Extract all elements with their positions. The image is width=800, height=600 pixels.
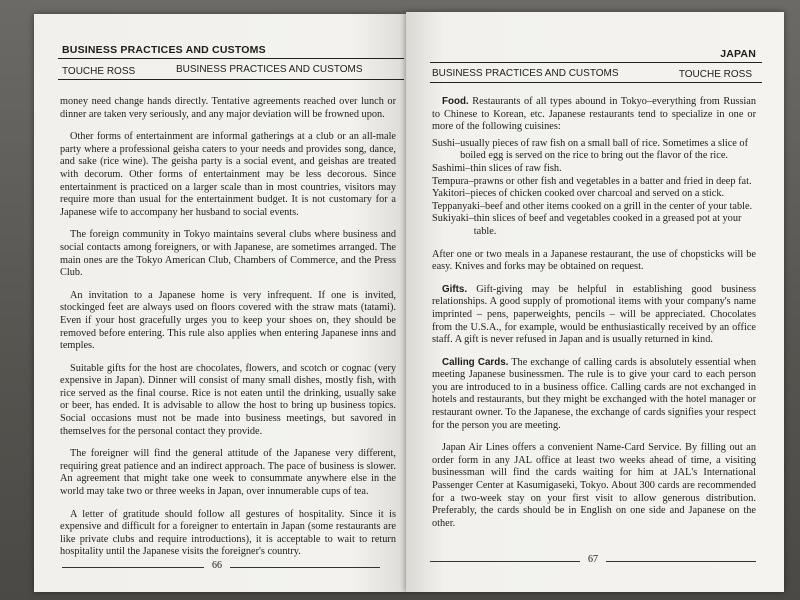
footer-rule-right-b xyxy=(606,561,756,562)
cuisine-desc: pieces of chicken cooked over charcoal and served on a stick. xyxy=(470,188,725,200)
gifts-text: Gift-giving may be helpful in establishing good business relationships. A good supply of promotional items with your company's name imprinted – pens, paperweights, pencils – will be appreciated. Chocolates from the U.S.A., for example, would be enthusiastically received by an office staff. A gift is never refused in Japan and is usually returned in kind. xyxy=(432,283,757,346)
header-left-brand: TOUCHE ROSS xyxy=(62,66,136,77)
cuisine-name: Tempura xyxy=(432,175,469,187)
paragraph: money need change hands directly. Tentative agreements reached over lunch or dinner are taken very seriously, and any major deviation will be frowned upon. xyxy=(60,96,396,120)
header-left-section: BUSINESS PRACTICES AND CUSTOMS xyxy=(176,64,363,75)
header-rule-bottom-right xyxy=(430,82,762,83)
cuisine-item: Sushi – usually pieces of raw fish on a small ball of rice. Sometimes a slice of boiled egg is served on the rice to bring out the flavor of the rice. xyxy=(432,138,756,163)
food-paragraph xyxy=(432,96,756,134)
footer-rule-right-a xyxy=(430,561,580,562)
header-rule-top-left xyxy=(58,58,404,59)
left-page-body xyxy=(60,96,396,569)
food-heading: Food. xyxy=(442,96,469,107)
paragraph: The foreign community in Tokyo maintains several clubs where business and social contacts among foreigners, or with Japanese, are sometimes arranged. The main ones are the Tokyo American Club, Chambers of Commerce, and the Press Club. xyxy=(60,229,396,279)
cuisine-name: Teppanyaki xyxy=(432,200,480,212)
right-page xyxy=(406,12,784,592)
food-intro: Restaurants of all types abound in Tokyo–everything from Russian to Chinese to Korean, etc. Japanese restaurants tend to specialize in one or more of the following cuisines: xyxy=(432,96,756,133)
cuisine-desc: beef and other items cooked on a grill in the center of your table. xyxy=(485,200,753,212)
cuisine-item: Yakitori – pieces of chicken cooked over charcoal and served on a stick. xyxy=(432,188,756,201)
food-closing: After one or two meals in a Japanese restaurant, the use of chopsticks will be easy. Knives and forks may be obtained on request. xyxy=(432,248,756,273)
header-right-section: BUSINESS PRACTICES AND CUSTOMS xyxy=(432,68,619,79)
cuisine-name: Sukiyaki xyxy=(432,213,469,225)
paragraph: Other forms of entertainment are informal gatherings at a club or an all-male party where a professional geisha caters to your needs and provides song, dance, and sake (rice wine). The geisha party is a social event, and geishas are treated with decorum. Other forms of entertainment may be less decorous. Since entertainment is practiced on a larger scale than in most countries, visitors may require more than usual for the entertainment budget. It is not customary for a Japanese wife to accompany her husband to social events. xyxy=(60,131,396,218)
header-rule-bottom-left xyxy=(58,79,404,80)
left-page xyxy=(34,14,406,592)
paragraph: Suitable gifts for the host are chocolates, flowers, and scotch or cognac (very expensive in Japan). Dinner will consist of many small dishes, mostly fish, with rice served as the final course. Rice is not eaten until the drinking, usually sake or beer, has ended. It is advisable to allow the host to bring up business topics. Social occasions must not be made into business meetings, but savored in themselves for the personal contact they provide. xyxy=(60,362,396,437)
jal-paragraph: Japan Air Lines offers a convenient Name-Card Service. By filling out an order form in any JAL office at least two weeks ahead of time, a visiting businessman will find the cards waiting for him at JAL's International Passenger Center at Kasumigaseki, Tokyo. About 300 cards are recommended for a two-week stay on your first visit to allow generous distribution. Preferably, the cards should be in English on one side and Japanese on the other. xyxy=(432,442,756,529)
cards-text: The exchange of calling cards is absolutely essential when meeting Japanese businessmen. The rule is to give your card to each person you are introduced to in a business office. Calling cards are not exchanged in hotels and restaurants, but they might be exchanged with the hotel manager or restaurant owner. To the Japanese, the exchange of cards signifies your respect for the person you are meeting. xyxy=(432,356,756,431)
cuisine-name: Yakitori xyxy=(432,188,466,200)
footer-rule-left-b xyxy=(230,567,380,568)
cuisine-desc: prawns or other fish and vegetables in a batter and fried in deep fat. xyxy=(473,175,752,187)
running-title-right: JAPAN xyxy=(720,48,756,60)
gifts-heading: Gifts. xyxy=(442,283,468,295)
cards-heading: Calling Cards. xyxy=(442,356,509,368)
footer-rule-left-a xyxy=(62,567,204,568)
paragraph: A letter of gratitude should follow all gestures of hospitality. Since it is expensive and difficult for a foreigner to entertain in Japan (some restaurants are like private clubs and require introductions), it is acceptable to wait to return hospitality until the Japanese visits the foreigner's country. xyxy=(60,508,396,558)
paragraph: The foreigner will find the general attitude of the Japanese very different, requiring great patience and an indirect approach. The pace of business is slower. An agreement that might take one week to consummate anywhere else in the world may take two or three weeks in Japan, over innumerable cups of tea. xyxy=(60,448,396,498)
cuisine-item: Sukiyaki – thin slices of beef and vegetables cooked in a greased pot at your table. xyxy=(432,213,756,238)
cuisine-desc: usually pieces of raw fish on a small ball of rice. Sometimes a slice of boiled egg is served on the rice to bring out the flavor of the rice. xyxy=(460,137,749,162)
cuisine-item: Sashimi – thin slices of raw fish. xyxy=(432,163,756,176)
right-page-body xyxy=(432,96,756,540)
header-right-brand: TOUCHE ROSS xyxy=(678,69,752,80)
cuisine-item: Teppanyaki – beef and other items cooked on a grill in the center of your table. xyxy=(432,201,756,214)
header-rule-top-right xyxy=(430,62,762,63)
cuisine-name: Sashimi xyxy=(432,162,466,174)
cuisine-name: Sushi xyxy=(432,137,455,149)
page-number-right: 67 xyxy=(588,554,598,565)
cuisine-desc: thin slices of raw fish. xyxy=(470,162,562,174)
cards-paragraph xyxy=(432,357,756,433)
cuisine-desc: thin slices of beef and vegetables cooked in a greased pot at your table. xyxy=(473,213,742,237)
cuisine-list xyxy=(432,138,756,239)
paragraph: An invitation to a Japanese home is very infrequent. If one is invited, stockinged feet are always used on floors covered with the straw mats (tatami). Even if your host gracefully urges you to keep your shoes on, they should be removed before entering. This rule also applies when entering Japanese inns and temples. xyxy=(60,289,396,352)
page-number-left: 66 xyxy=(212,560,222,571)
gifts-paragraph xyxy=(432,284,756,347)
running-title-left: BUSINESS PRACTICES AND CUSTOMS xyxy=(62,44,266,56)
cuisine-item: Tempura – prawns or other fish and vegetables in a batter and fried in deep fat. xyxy=(432,176,756,189)
